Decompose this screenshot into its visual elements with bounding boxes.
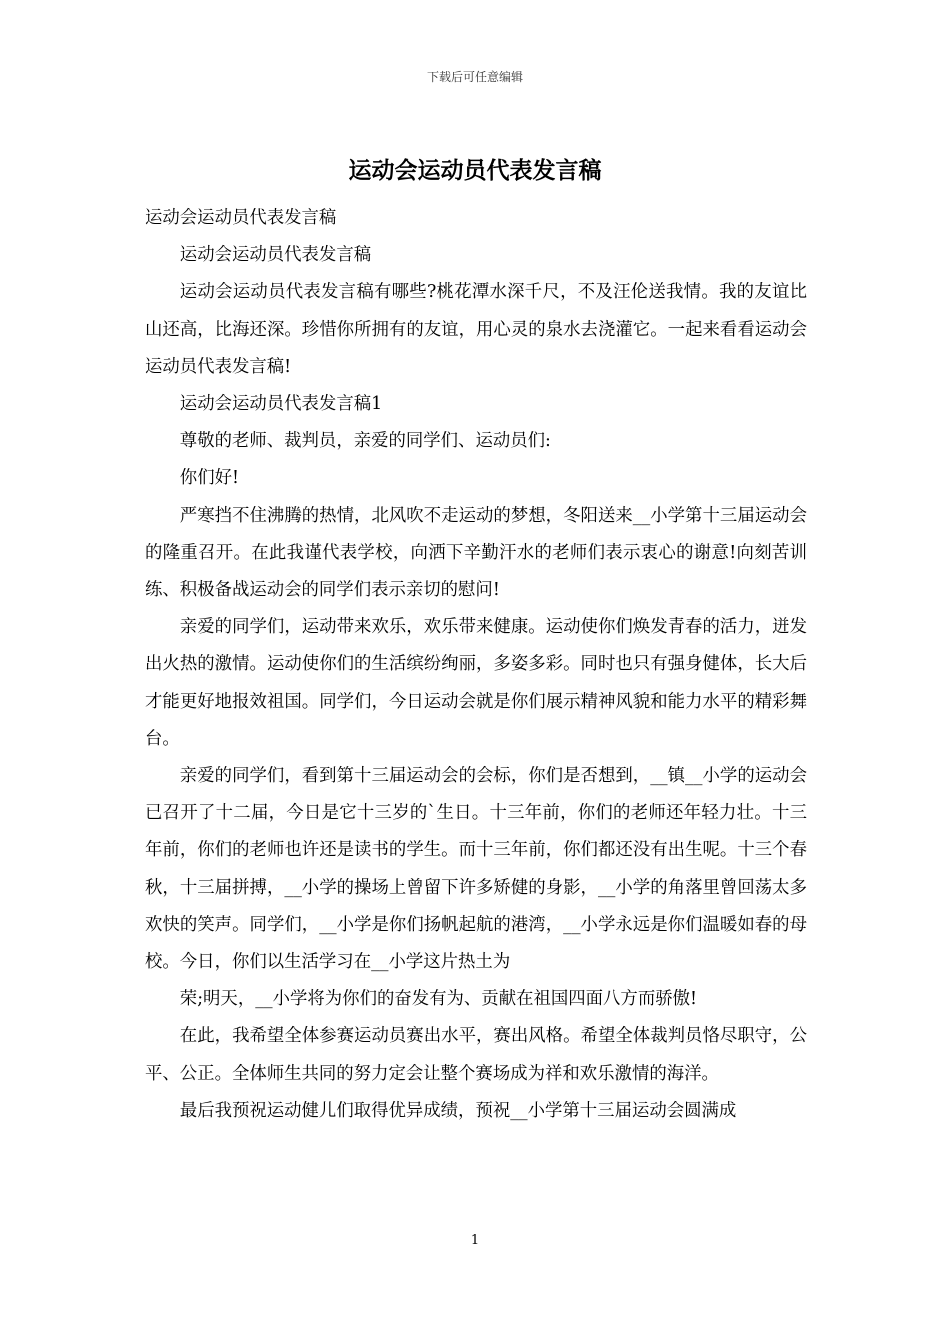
body-paragraph: 在此，我希望全体参赛运动员赛出水平，赛出风格。希望全体裁判员恪尽职守，公平、公正。全体师生共同的努力定会让整个赛场成为祥和欢乐激情的海洋。 [145,1026,807,1084]
body-paragraph: 亲爱的同学们，看到第十三届运动会的会标，你们是否想到，__镇__小学的运动会已召开了十二届，今日是它十三岁的`生日。十三年前，你们的老师还年轻力壮。十三年前，你们的老师也许还是读书的学生。而十三年前，你们都还没有出生呢。十三个春秋，十三届拼搏，__小学的操场上曾留下许多矫健的身影，__小学的角落里曾回荡太多欢快的笑声。同学们，__小学是你们扬帆起航的港湾，__小学永远是你们温暖如春的母校。今日，你们以生活学习在__小学这片热土为 [145,766,807,973]
body-paragraph: 运动会运动员代表发言稿有哪些?桃花潭水深千尺，不及汪伦送我情。我的友谊比山还高，比海还深。珍惜你所拥有的友谊，用心灵的泉水去浇灌它。一起来看看运动会运动员代表发言稿! [145,282,807,377]
body-paragraph: 严寒挡不住沸腾的热情，北风吹不走运动的梦想，冬阳送来__小学第十三届运动会的隆重召开。在此我谨代表学校，向洒下辛勤汗水的老师们表示衷心的谢意!向刻苦训练、积极备战运动会的同学们表示亲切的慰问! [145,505,807,601]
body-paragraph: 荣;明天，__小学将为你们的奋发有为、贡献在祖国四面八方而骄傲! [179,989,697,1010]
body-paragraph: 运动会运动员代表发言稿1 [179,394,383,415]
body-paragraph: 运动会运动员代表发言稿 [145,208,337,228]
body-paragraph: 运动会运动员代表发言稿 [179,245,372,266]
body-paragraph: 最后我预祝运动健儿们取得优异成绩，预祝__小学第十三届运动会圆满成 [179,1100,737,1121]
header-note: 下载后可任意编辑 [426,70,523,84]
document-body [145,200,807,1130]
body-paragraph: 亲爱的同学们，运动带来欢乐，欢乐带来健康。运动使你们焕发青春的活力，迸发出火热的激情。运动使你们的生活缤纷绚丽，多姿多彩。同时也只有强身健体，长大后才能更好地报效祖国。同学们，今日运动会就是你们展示精神风貌和能力水平的精彩舞台。 [145,617,807,749]
document-title: 运动会运动员代表发言稿 [348,157,602,184]
body-paragraph: 你们好! [179,468,239,489]
body-paragraph: 尊敬的老师、裁判员，亲爱的同学们、运动员们: [179,431,551,452]
page-number: 1 [470,1233,480,1248]
